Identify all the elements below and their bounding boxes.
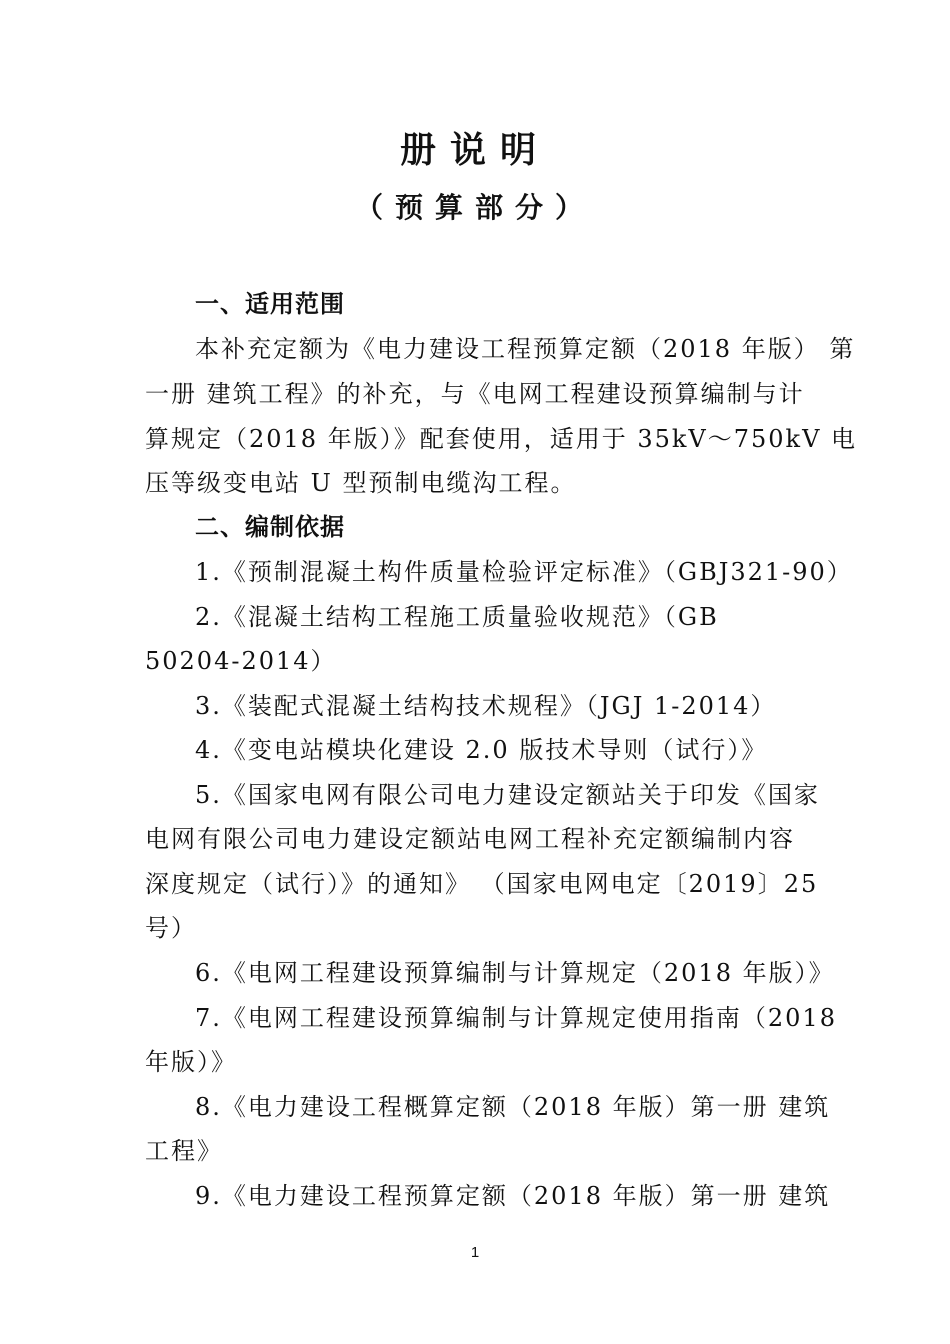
list-item-continuation: 电网有限公司电力建设定额站电网工程补充定额编制内容 — [145, 825, 795, 853]
list-item: 1.《预制混凝土构件质量检验评定标准》（GBJ321-90） — [195, 558, 853, 586]
paragraph-line: 一册 建筑工程》的补充，与《电网工程建设预算编制与计 — [145, 380, 805, 408]
section-heading-scope: 一、适用范围 — [195, 290, 345, 318]
list-item-continuation: 号） — [145, 914, 197, 942]
list-item-continuation: 50204-2014） — [145, 647, 337, 675]
paragraph-line: 压等级变电站 U 型预制电缆沟工程。 — [145, 469, 577, 497]
list-item-continuation: 深度规定（试行）》的通知》 （国家电网电定〔2019〕25 — [145, 870, 819, 898]
list-item-continuation: 工程》 — [145, 1137, 223, 1165]
page-title: 册说明 — [399, 129, 550, 171]
page-number: 1 — [470, 1244, 480, 1261]
list-item: 5.《国家电网有限公司电力建设定额站关于印发《国家 — [195, 781, 820, 809]
paragraph-line: 本补充定额为《电力建设工程预算定额（2018 年版） 第 — [195, 335, 856, 363]
paragraph-line: 算规定（2018 年版）》配套使用，适用于 35kV～750kV 电 — [145, 425, 858, 453]
list-item-continuation: 年版）》 — [145, 1048, 237, 1076]
list-item: 8.《电力建设工程概算定额（2018 年版）第一册 建筑 — [195, 1093, 831, 1121]
list-item: 2.《混凝土结构工程施工质量验收规范》（GB — [195, 603, 719, 631]
section-heading-basis: 二、编制依据 — [195, 513, 345, 541]
list-item: 4.《变电站模块化建设 2.0 版技术导则（试行）》 — [195, 736, 768, 764]
list-item: 3.《装配式混凝土结构技术规程》（JGJ 1-2014） — [195, 692, 777, 720]
list-item: 6.《电网工程建设预算编制与计算规定（2018 年版）》 — [195, 959, 835, 987]
list-item: 7.《电网工程建设预算编制与计算规定使用指南（2018 — [195, 1004, 837, 1032]
list-item: 9.《电力建设工程预算定额（2018 年版）第一册 建筑 — [195, 1182, 831, 1210]
page-subtitle: （预算部分） — [354, 191, 595, 224]
